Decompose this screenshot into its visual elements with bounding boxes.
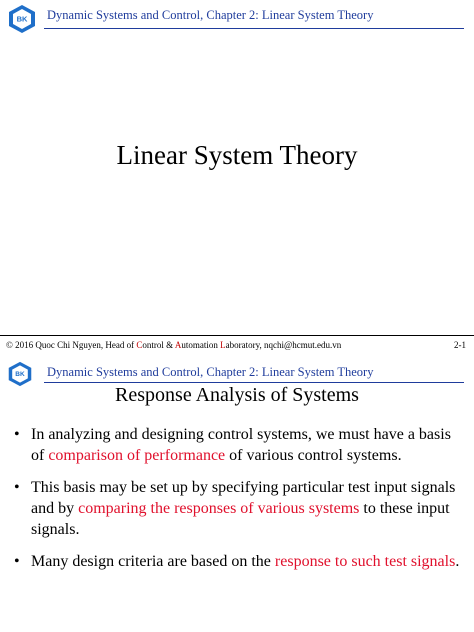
bk-logo-icon [7, 4, 37, 34]
bullet-list [14, 424, 464, 583]
footer-letter-l: L [220, 340, 226, 350]
bullet-text: . [455, 553, 460, 570]
header-divider [44, 382, 464, 383]
slide-title: Linear System Theory [116, 140, 358, 170]
bullet-text: of various control systems. [225, 447, 402, 464]
footer-divider [0, 335, 474, 336]
header-divider [44, 28, 464, 29]
header-title: Dynamic Systems and Control, Chapter 2: Linear System Theory [47, 365, 374, 379]
header-title: Dynamic Systems and Control, Chapter 2: Linear System Theory [47, 8, 374, 22]
footer-part: utomation [181, 340, 221, 350]
bullet-highlight: comparing the responses of various systems [78, 500, 360, 517]
svg-text:BK: BK [15, 371, 25, 379]
footer-letter-a: A [174, 340, 182, 350]
bullet-text: Many design criteria are based on the [31, 553, 275, 570]
bullet-icon: • [14, 479, 20, 496]
slide-title: Response Analysis of Systems [115, 384, 359, 406]
bullet-text: In analyzing and designing control systems, we must have a basis of [31, 426, 451, 464]
footer-copyright: © 2016 Quoc Chi Nguyen, Head of [6, 340, 137, 350]
slide-2 [0, 358, 474, 632]
bullet-icon: • [14, 426, 20, 443]
slide-header [0, 0, 474, 38]
page-number: 2-1 [454, 340, 466, 350]
bullet-highlight: comparison of performance [48, 447, 226, 464]
footer-credit [6, 340, 341, 350]
footer-part: aboratory, nqchi@hcmut.edu.vn [225, 340, 342, 350]
bullet-text: to these input signals. [31, 500, 450, 538]
bullet-text: This basis may be set up by specifying particular test input signals and by [31, 479, 456, 517]
bullet-icon: • [14, 553, 20, 570]
footer-letter-c: C [136, 340, 143, 350]
list-item [14, 424, 464, 466]
svg-text:BK: BK [16, 14, 28, 24]
footer-part: ontrol & [142, 340, 175, 350]
list-item [14, 477, 464, 540]
bullet-highlight: response to such test signals [274, 553, 456, 570]
list-item [14, 551, 464, 572]
